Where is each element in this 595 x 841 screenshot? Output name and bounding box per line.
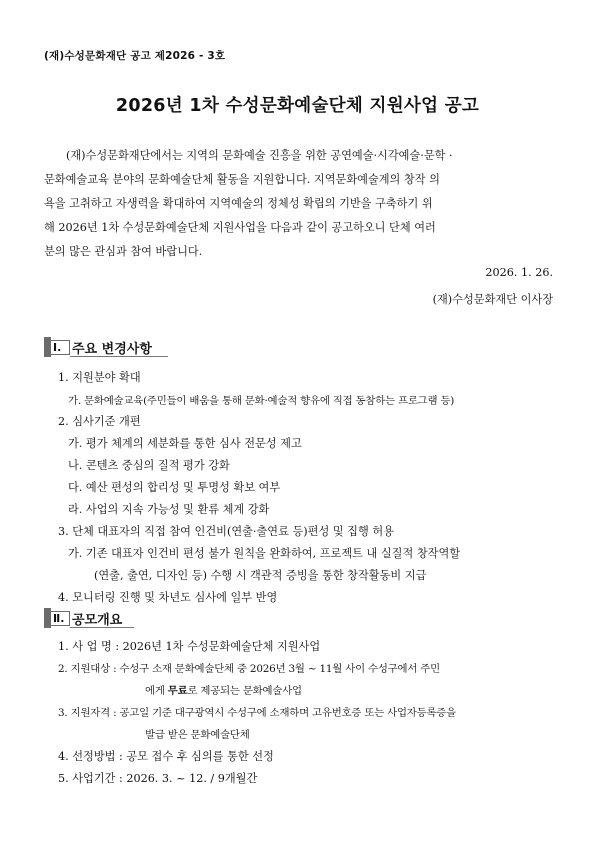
list-item: 나. 콘텐츠 중심의 질적 평가 강화: [68, 459, 230, 472]
list-item: 가. 평가 체계의 세분화를 통한 심사 전문성 제고: [68, 437, 302, 450]
free-emphasis: 무료: [167, 685, 188, 697]
list-item: 1. 지원분야 확대: [58, 371, 141, 384]
list-item: 3. 지원자격 : 공고일 기준 대구광역시 수성구에 소재하며 고유번호증 또는 사업자등록증을: [58, 707, 456, 719]
intro-line: 해 2026년 1차 수성문화예술단체 지원사업을 다음과 같이 공고하오니 단체 여러: [44, 221, 436, 234]
list-item: 2. 지원대상 : 수성구 소재 문화예술단체 중 2026년 3월 ~ 11월 사이 수성구에서 주민: [58, 663, 440, 675]
section-marker: [44, 337, 70, 357]
issuer-name: (재)수성문화재단 이사장: [432, 293, 553, 306]
section-title: 공모개요: [72, 612, 123, 628]
section-numeral: Ⅰ.: [51, 340, 70, 355]
section-marker: [44, 608, 70, 628]
intro-line: (재)수성문화재단에서는 지역의 문화예술 진흥을 위한 공연예술·시각예술·문학 ·: [66, 149, 453, 162]
list-item: 라. 사업의 지속 가능성 및 환류 체계 강화: [68, 503, 270, 516]
list-item: 1. 사 업 명 : 2026년 1차 수성문화예술단체 지원사업: [58, 640, 321, 653]
list-item: (연출, 출연, 디자인 등) 수행 시 객관적 증빙을 통한 창작활동비 지급: [94, 569, 427, 582]
list-item: 4. 모니터링 진행 및 차년도 심사에 일부 반영: [58, 591, 278, 604]
list-item: 4. 선정방법 : 공모 접수 후 심의를 통한 선정: [58, 750, 274, 763]
list-item: 발급 받은 문화예술단체: [145, 729, 250, 741]
list-item: 다. 예산 편성의 합리성 및 투명성 확보 여부: [68, 481, 281, 494]
notice-date: 2026. 1. 26.: [485, 266, 553, 279]
notice-number: (재)수성문화재단 공고 제2026 - 3호: [44, 50, 226, 62]
section-heading-1: [44, 337, 152, 357]
document-title: 2026년 1차 수성문화예술단체 지원사업 공고: [115, 96, 480, 116]
list-item: 가. 기존 대표자 인건비 편성 불가 원칙을 완화하여, 프로젝트 내 실질적 창작역할: [68, 547, 461, 560]
section-underline: [70, 356, 168, 357]
list-item: 가. 문화예술교육(주민들이 배움을 통해 문화·예술적 향유에 직접 동참하는 프로그램 등): [68, 395, 455, 407]
intro-line: 분의 많은 관심과 참여 바랍니다.: [44, 245, 203, 258]
intro-line: 문화예술교육 분야의 문화예술단체 활동을 지원합니다. 지역문화예술계의 창작 의: [44, 173, 440, 186]
section-numeral: Ⅱ.: [51, 611, 70, 626]
section-title: 주요 변경사항: [72, 341, 152, 357]
list-item: 에게 무료로 제공되는 문화예술사업: [145, 685, 302, 697]
section-underline: [70, 627, 134, 628]
list-item: 2. 심사기준 개편: [58, 415, 141, 428]
intro-paragraph: [44, 144, 554, 264]
list-item: 3. 단체 대표자의 직접 참여 인건비(연출·출연료 등)편성 및 집행 허용: [58, 525, 394, 538]
list-item: 5. 사업기간 : 2026. 3. ~ 12. / 9개월간: [58, 772, 258, 785]
section-heading-2: [44, 608, 122, 628]
intro-line: 욕을 고취하고 자생력을 확대하여 지역예술의 정체성 확립의 기반을 구축하기 위: [44, 197, 433, 210]
